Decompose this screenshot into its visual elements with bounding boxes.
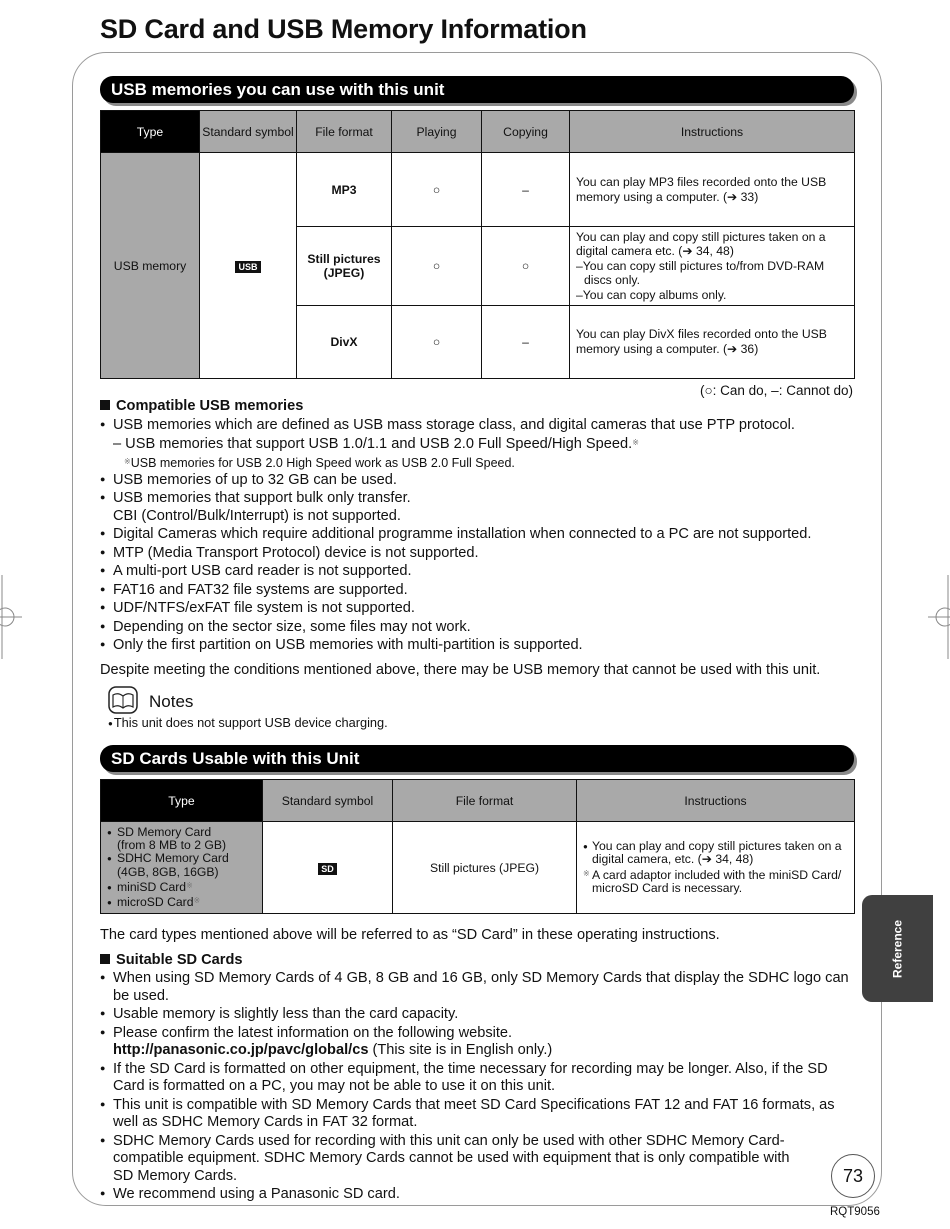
notes-icon (108, 686, 138, 714)
sd-instr-item: ● You can play and copy still pictures taken on a digital camera, etc. (➔ 34, 48) (583, 840, 848, 866)
compatible-usb-list (100, 398, 854, 679)
list-item: ● Digital Cameras which require additional programme installation when connected to a PC are not supported. (100, 525, 854, 544)
usb-table-header-row (101, 111, 855, 153)
list-item: ● Depending on the sector size, some files may not work. (100, 618, 854, 637)
list-item: ● UDF/NTFS/exFAT file system is not supported. (100, 599, 854, 618)
list-item: ● SDHC Memory Cards used for recording with this unit can only be used with other SDHC Memory Card-compatible equipment. SDHC Memory Cards cannot be used with equipment that is only compatible with SD Memory Cards. (100, 1132, 854, 1186)
page-number: 73 (831, 1154, 875, 1198)
despite-text: Despite meeting the conditions mentioned above, there may be USB memory that cannot be used with this unit. (100, 661, 821, 678)
crop-mark-right (928, 575, 950, 659)
sd-table-header-row (101, 780, 855, 822)
sd-format-cell: Still pictures (JPEG) (393, 822, 577, 914)
instr-line: –You can copy albums only. (576, 287, 727, 302)
list-item: ● Please confirm the latest information on the following website. (100, 1024, 854, 1043)
website-line (100, 1042, 854, 1060)
sd-table (100, 779, 855, 914)
instr-line: You can play and copy still pictures taken on a digital camera etc. (➔ 34, 48) (576, 229, 826, 259)
sd-col-format: File format (393, 780, 577, 822)
footnote-mark: ※ (583, 868, 590, 878)
list-item-footnote (100, 454, 854, 471)
suitable-sd-heading-text: Suitable SD Cards (116, 951, 243, 968)
table-legend: (○: Can do, –: Cannot do) (700, 383, 853, 398)
usb-col-type: Type (101, 111, 200, 153)
compatible-usb-heading (100, 398, 854, 416)
usb-section-heading: USB memories you can use with this unit (100, 76, 854, 103)
instr-line: You can play MP3 files recorded onto the USB memory using a computer. (➔ 33) (576, 174, 827, 204)
sd-instr-item-text: A card adaptor included with the miniSD Card/ microSD Card is necessary. (592, 867, 842, 895)
notes-title: Notes (149, 692, 194, 711)
notes-text: ● This unit does not support USB device charging. (108, 715, 388, 730)
usb-instr-divx (570, 306, 855, 379)
sd-type-item (107, 894, 256, 909)
square-bullet-icon (100, 954, 110, 964)
list-item-sub-text: – USB memories that support USB 1.0/1.1 and USB 2.0 Full Speed/High Speed. (113, 436, 633, 452)
list-item: ● This unit is compatible with SD Memory Cards that meet SD Card Specifications FAT 12 and FAT 16 formats, as well as SDHC Memory Cards in FAT 32 format. (100, 1096, 854, 1132)
usb-format-mp3: MP3 (297, 153, 392, 227)
usb-copying-divx: – (482, 306, 570, 379)
sd-type-item (107, 879, 256, 894)
usb-instr-jpeg (570, 227, 855, 306)
sd-col-symbol: Standard symbol (263, 780, 393, 822)
usb-col-playing: Playing (392, 111, 482, 153)
list-item: ● Only the first partition on USB memories with multi-partition is supported. (100, 636, 854, 655)
reference-side-tab (862, 895, 933, 1002)
usb-instr-mp3 (570, 153, 855, 227)
footnote-mark: ※ (186, 880, 193, 890)
sd-card-list (100, 927, 854, 1204)
usb-col-format: File format (297, 111, 392, 153)
instr-line: –You can copy still pictures to/from DVD-RAM discs only. (576, 258, 825, 288)
usb-copying-mp3: – (482, 153, 570, 227)
sd-type-item: ● SDHC Memory Card (107, 852, 256, 865)
sd-instr-item (583, 867, 848, 895)
list-item: ● USB memories of up to 32 GB can be used. (100, 471, 854, 490)
compatible-usb-heading-text: Compatible USB memories (116, 398, 304, 414)
list-item-sub (100, 434, 854, 454)
usb-symbol-badge: USB (235, 261, 260, 273)
usb-playing-jpeg: ○ (392, 227, 482, 306)
usb-symbol-cell (200, 153, 297, 379)
usb-format-divx: DivX (297, 306, 392, 379)
usb-col-instructions: Instructions (570, 111, 855, 153)
reference-tab-label: Reference (890, 919, 905, 978)
sd-col-instructions: Instructions (577, 780, 855, 822)
usb-col-copying: Copying (482, 111, 570, 153)
footnote-text: USB memories for USB 2.0 High Speed work as USB 2.0 Full Speed. (130, 455, 515, 470)
list-item: ● USB memories that support bulk only transfer. (100, 489, 854, 508)
sd-symbol-cell (263, 822, 393, 914)
sd-section-heading: SD Cards Usable with this Unit (100, 745, 854, 772)
usb-playing-divx: ○ (392, 306, 482, 379)
usb-copying-jpeg: ○ (482, 227, 570, 306)
list-item: ● MTP (Media Transport Protocol) device is not supported. (100, 544, 854, 563)
website-link[interactable]: http://panasonic.co.jp/pavc/global/cs (113, 1042, 369, 1058)
crop-mark-left (0, 575, 22, 659)
sd-col-type: Type (101, 780, 263, 822)
usb-table (100, 110, 855, 379)
sd-instr-cell (577, 822, 855, 914)
list-item: ● When using SD Memory Cards of 4 GB, 8 GB and 16 GB, only SD Memory Cards that display the SDHC logo can be used. (100, 969, 854, 1005)
sd-type-cell (101, 822, 263, 914)
usb-type-cell: USB memory (101, 153, 200, 379)
list-item: ● A multi-port USB card reader is not supported. (100, 562, 854, 581)
footnote-mark: ※ (193, 895, 201, 905)
instr-line: You can play DivX files recorded onto the USB memory using a computer. (➔ 36) (576, 327, 827, 356)
sd-type-item-detail: (4GB, 8GB, 16GB) (117, 864, 219, 879)
list-item: ● We recommend using a Panasonic SD card. (100, 1185, 854, 1204)
footnote-mark: ※ (632, 438, 639, 447)
square-bullet-icon (100, 400, 110, 410)
suitable-sd-heading (100, 952, 854, 970)
document-code: RQT9056 (830, 1206, 880, 1218)
usb-playing-mp3: ○ (392, 153, 482, 227)
sd-symbol-badge: SD (318, 863, 337, 875)
sd-type-item: ● SD Memory Card (107, 826, 256, 839)
sd-row (101, 822, 855, 914)
usb-col-symbol: Standard symbol (200, 111, 297, 153)
website-note: (This site is in English only.) (368, 1042, 553, 1058)
sd-type-item-detail: (from 8 MB to 2 GB) (117, 838, 227, 853)
list-item: ● Usable memory is slightly less than the card capacity. (100, 1005, 854, 1024)
list-item: ● If the SD Card is formatted on other equipment, the time necessary for recording may be longer. Also, if the SD Card is formatted on a PC, you may not be able to use it on this unit. (100, 1060, 854, 1096)
footnote-mark: ※ (124, 456, 131, 466)
list-item: ● FAT16 and FAT32 file systems are supported. (100, 581, 854, 600)
card-types-text: The card types mentioned above will be referred to as “SD Card” in these operating instructions. (100, 927, 720, 943)
usb-row-mp3 (101, 153, 855, 227)
sd-type-item-text: miniSD Card (117, 879, 187, 894)
page-title: SD Card and USB Memory Information (100, 14, 587, 44)
list-item-cont: CBI (Control/Bulk/Interrupt) is not supported. (113, 507, 401, 524)
usb-format-jpeg: Still pictures (JPEG) (297, 227, 392, 306)
list-item: ● USB memories which are defined as USB mass storage class, and digital cameras that use PTP protocol. (100, 416, 854, 435)
sd-type-item-text: microSD Card (117, 894, 194, 909)
